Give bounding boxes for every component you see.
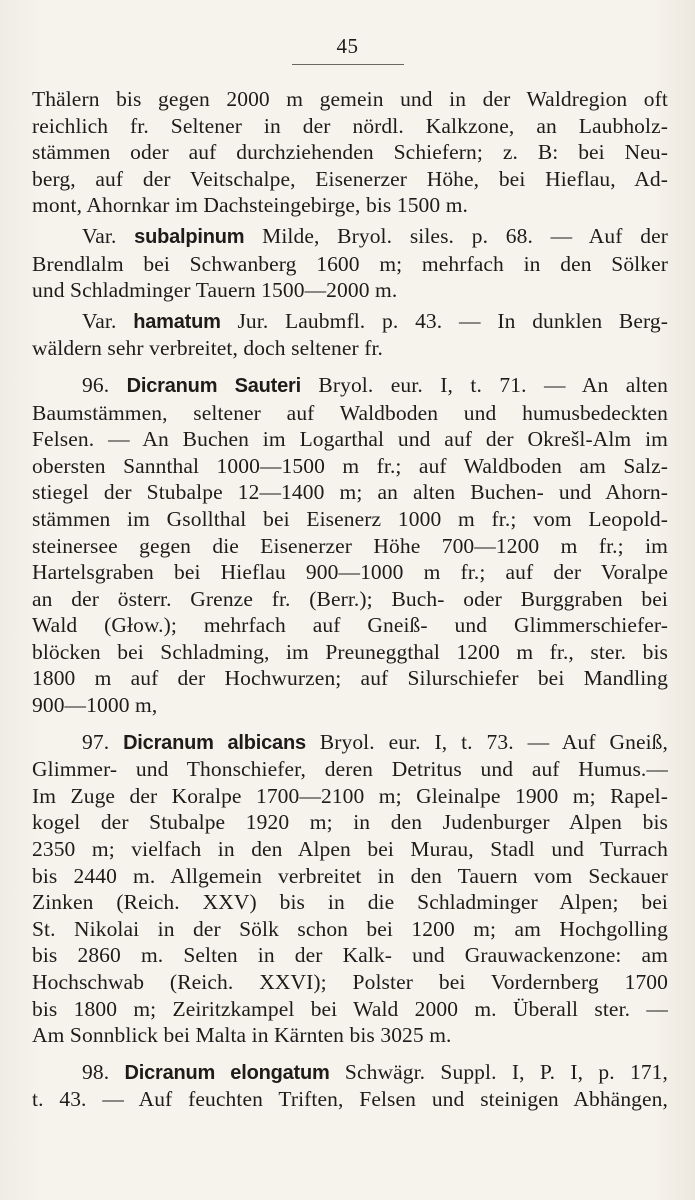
entry-first-line [32,308,668,336]
paragraph-gap [32,1049,668,1059]
text-line: Am Sonnblick bei Malta in Kärnten bis 3025 m. [32,1023,452,1048]
entry-number: 97. [82,729,110,754]
entry-prefix: Var. [82,223,117,248]
entry-first-line [32,372,668,400]
text-line: berg, auf der Veitschalpe, Eisenerzer Höhe, bei Hieflau, Ad- [32,166,668,191]
text-line: stämmen oder auf durchziehenden Schiefern; z. B: bei Neu- [32,140,668,165]
entry-number: 96. [82,372,110,397]
paragraph-gap [32,362,668,372]
taxon-name: hamatum [133,310,221,333]
text-line: t. 43. — Auf feuchten Triften, Felsen und steinigen Abhängen, [32,1087,668,1112]
text-line: mont, Ahornkar im Dachsteingebirge, bis 1500 m. [32,193,469,218]
paragraph-entry-96 [32,372,668,719]
paragraph-var-subalpinum [32,223,668,304]
text-line: Im Zuge der Koralpe 1700—2100 m; Gleinalpe 1900 m; Rapel- [32,783,668,808]
text-line: 2350 m; vielfach in den Alpen bei Murau, Stadl und Turrach [32,837,668,862]
text-line: 1800 m auf der Hochwurzen; auf Silurschiefer bei Mandling [32,666,668,691]
text-line: bis 1800 m; Zeiritzkampel bei Wald 2000 m. Überall ster. — [32,996,668,1021]
text-line: stämmen im Gsollthal bei Eisenerz 1000 m fr.; vom Leopold- [32,506,668,531]
paragraph-entry-97 [32,729,668,1049]
text-line: an der österr. Grenze fr. (Berr.); Buch- oder Burggraben bei [32,586,668,611]
text-line: wäldern sehr verbreitet, doch seltener fr. [32,336,384,361]
text-line: St. Nikolai in der Sölk schon bei 1200 m; am Hochgolling [32,916,668,941]
taxon-name: subalpinum [134,225,245,248]
text-line: steinersee gegen die Eisenerzer Höhe 700—1200 m fr.; im [32,533,668,558]
text-fragment: Bryol. eur. I, t. 71. — An alten [300,372,668,397]
text-line: 900—1000 m, [32,693,158,718]
page-body [32,86,668,1113]
text-line: Baumstämmen, seltener auf Waldboden und humusbedeckten [32,400,668,425]
text-line: reichlich fr. Seltener in der nördl. Kalkzone, an Laubholz- [32,113,668,138]
text-line: und Schladminger Tauern 1500—2000 m. [32,278,398,303]
text-line: Glimmer- und Thonschiefer, deren Detritus und auf Humus.— [32,757,668,782]
entry-prefix: Var. [82,308,117,333]
text-line: Hartelsgraben bei Hieflau 900—1000 m fr.; auf der Voralpe [32,560,668,585]
taxon-name: Dicranum albicans [123,731,306,754]
page-number: 45 [336,34,359,58]
paragraph-var-hamatum [32,308,668,362]
entry-first-line [32,223,668,251]
text-fragment: Milde, Bryol. siles. p. 68. — Auf der [244,223,668,248]
paragraph-entry-98 [32,1059,668,1113]
text-line: obersten Sannthal 1000—1500 m fr.; auf Waldboden am Salz- [32,453,668,478]
text-fragment: Schwägr. Suppl. I, P. I, p. 171, [329,1059,668,1084]
text-line: Zinken (Reich. XXV) bis in die Schladminger Alpen; bei [32,890,668,915]
text-line: Felsen. — An Buchen im Logarthal und auf der Okrešl-Alm im [32,427,668,452]
text-fragment: Bryol. eur. I, t. 73. — Auf Gneiß, [305,729,668,754]
paragraph-continuation [32,86,668,219]
entry-number: 98. [82,1059,110,1084]
text-line: Hochschwab (Reich. XXVI); Polster bei Vordernberg 1700 [32,970,668,994]
entry-first-line [32,1059,668,1087]
header-rule [292,64,404,65]
text-fragment: Jur. Laubmfl. p. 43. — In dunklen Berg- [220,308,668,333]
taxon-name: Dicranum elongatum [124,1061,330,1084]
text-line: Wald (Głow.); mehrfach auf Gneiß- und Glimmerschiefer- [32,613,668,638]
text-line: Brendlalm bei Schwanberg 1600 m; mehrfach in den Sölker [32,251,668,276]
paragraph-gap [32,719,668,729]
text-line: bis 2440 m. Allgemein verbreitet in den Tauern vom Seckauer [32,863,668,888]
text-line: bis 2860 m. Selten in der Kalk- und Grauwackenzone: am [32,943,668,968]
text-line: kogel der Stubalpe 1920 m; in den Judenburger Alpen bis [32,810,668,835]
text-line: stiegel der Stubalpe 12—1400 m; an alten Buchen- und Ahorn- [32,480,668,505]
text-line: blöcken bei Schladming, im Preuneggthal 1200 m fr., ster. bis [32,639,668,664]
text-line: Thälern bis gegen 2000 m gemein und in der Waldregion oft [32,87,668,111]
taxon-name: Dicranum Sauteri [126,374,301,397]
entry-first-line [32,729,668,757]
